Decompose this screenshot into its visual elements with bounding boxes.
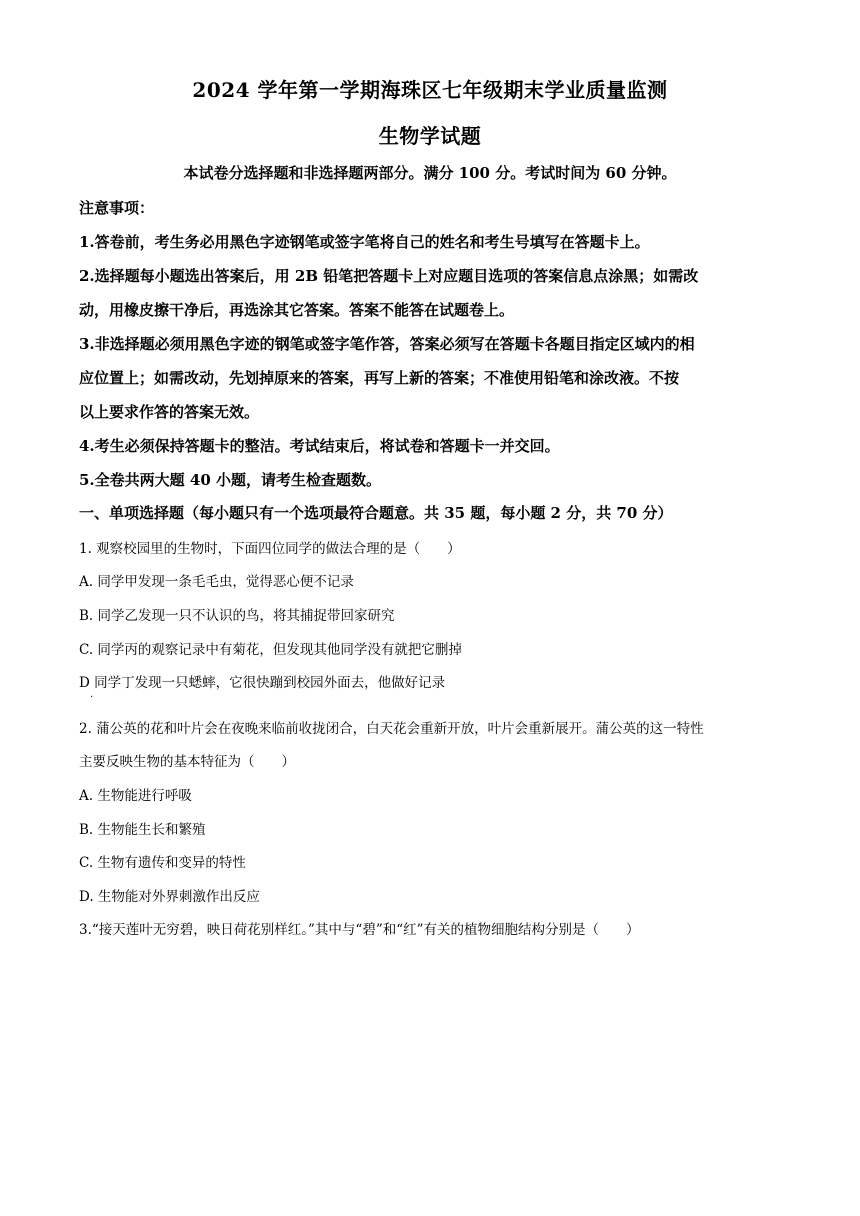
question-option: D 同学丁发现一只蟋蟀，它很快蹦到校园外面去，他做好记录 — [79, 675, 446, 691]
notice-line: 1.答卷前，考生务必用黑色字迹钢笔或签字笔将自己的姓名和考生号填写在答题卡上。 — [79, 233, 650, 251]
notice-line: 4.考生必须保持答题卡的整洁。考试结束后，将试卷和答题卡一并交回。 — [79, 437, 560, 455]
notice-line: 动，用橡皮擦干净后，再选涂其它答案。答案不能答在试题卷上。 — [79, 301, 515, 319]
question-option: B. 同学乙发现一只不认识的鸟，将其捕捉带回家研究 — [79, 608, 395, 624]
exam-subtitle: 生物学试题 — [378, 124, 482, 148]
question-stem: 1. 观察校园里的生物时，下面四位同学的做法合理的是（ ） — [79, 541, 461, 557]
notice-line: 应位置上；如需改动，先划掉原来的答案，再写上新的答案；不准使用铅笔和涂改液。不按 — [79, 369, 680, 387]
question-option: C. 同学丙的观察记录中有菊花，但发现其他同学没有就把它删掉 — [79, 642, 462, 658]
exam-title: 2024 学年第一学期海珠区七年级期末学业质量监测 — [192, 78, 668, 102]
notice-heading: 注意事项： — [79, 199, 155, 217]
question-option: A. 生物能进行呼吸 — [79, 788, 192, 804]
exam-intro: 本试卷分选择题和非选择题两部分。满分 100 分。考试时间为 60 分钟。 — [183, 164, 677, 182]
notice-line: 3.非选择题必须用黑色字迹的钢笔或签字笔作答，答案必须写在答题卡各题目指定区域内的相 — [79, 335, 695, 353]
notice-line: 2.选择题每小题选出答案后，用 2B 铅笔把答题卡上对应题目选项的答案信息点涂黑；如需改 — [79, 267, 699, 285]
question-stem: 2. 蒲公英的花和叶片会在夜晚来临前收拢闭合，白天花会重新开放，叶片会重新展开。蒲公英的这一特性 — [79, 721, 704, 737]
question-option: D. 生物能对外界刺激作出反应 — [79, 889, 260, 905]
question-option: C. 生物有遗传和变异的特性 — [79, 855, 246, 871]
option-dot-mark: . — [90, 689, 94, 700]
notice-line: 以上要求作答的答案无效。 — [79, 403, 260, 421]
section-heading: 一、单项选择题（每小题只有一个选项最符合题意。共 35 题，每小题 2 分，共 70 分） — [79, 504, 673, 522]
question-stem: 主要反映生物的基本特征为（ ） — [79, 754, 295, 770]
question-stem: 3.“接天莲叶无穷碧，映日荷花别样红。”其中与“碧”和“红”有关的植物细胞结构分别是（ ） — [79, 922, 640, 938]
question-option: B. 生物能生长和繁殖 — [79, 822, 206, 838]
question-option: A. 同学甲发现一条毛毛虫，觉得恶心便不记录 — [79, 574, 354, 590]
notice-line: 5.全卷共两大题 40 小题，请考生检查题数。 — [79, 471, 381, 489]
